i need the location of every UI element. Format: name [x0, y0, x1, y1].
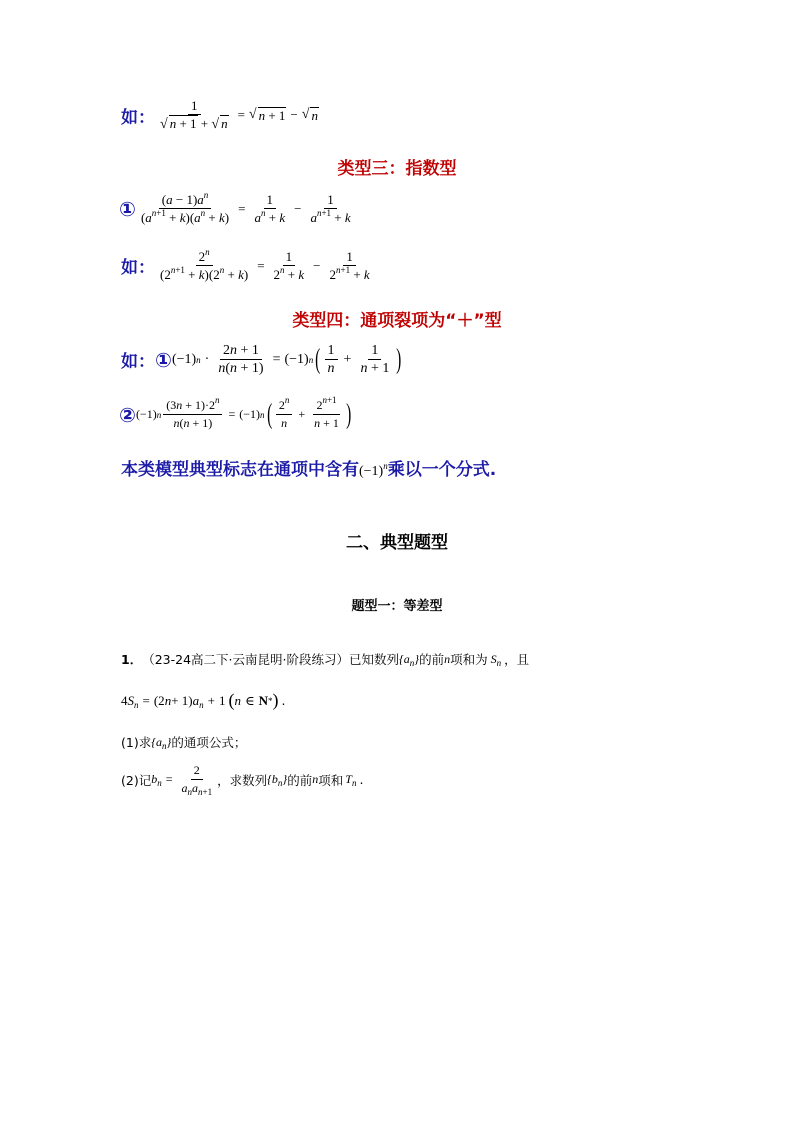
example-label: 如： — [121, 107, 155, 128]
problem-source: （23-24高二下·云南昆明·阶段练习）已知数列 — [142, 652, 399, 667]
example-pow2-line — [121, 249, 375, 282]
conclusion-pre: 本类模型典型标志在通项中含有 — [121, 460, 359, 480]
type4-formula1-line — [121, 343, 404, 376]
problem-number: 1． — [121, 652, 143, 667]
sequence-an: $\{a_n\}$ — [398, 651, 420, 668]
circle-one-label: ① — [155, 347, 172, 372]
formula-exponential: $\frac{(a - 1)a^n}{(a^{n+1} + k)(a^n + k)}$ = $\frac{1}{a^n + k}$ − $\frac{1}{a^{n+1} + k}$ — [140, 190, 351, 225]
formula-alternating-2: (−1) n $\frac{(3n + 1)\cdot 2^n}{n(n + 1)}$ = (−1) n ( $\frac{2^n}{n}$ + $\frac{2^{n+1}}{n + 1}$ ) — [135, 395, 352, 430]
circle-one-label: ① — [119, 196, 136, 221]
conclusion-post: 乘以一个分式. — [387, 460, 497, 480]
type4-formula2-line — [119, 395, 353, 431]
example-label: 如： — [121, 258, 155, 278]
section2-title: 二、典型题型 — [346, 533, 448, 553]
type3-heading: 类型三：指数型 — [337, 159, 457, 179]
problem-1-statement: 1． （23-24高二下·云南昆明·阶段练习）已知数列 $\{a_n\}$ 的前 n 项和为 $S_n$ ，且 — [121, 651, 530, 668]
conclusion-text — [121, 455, 496, 480]
problem-1-part-2: (2)记 $b_n$ = $\frac{2}{a_na_{n+1}}$ ，求数列 $\{b_n\}$ 的前 n 项和 $T_n$ . — [121, 763, 364, 797]
formula-sqrt: $\frac{1}{√ n + 1 + √ n}$ = √ n + 1 − √ n — [160, 98, 318, 132]
problem-1-part-1: (1)求 $\{a_n\}$ 的通项公式； — [121, 734, 247, 751]
section2-subtitle: 题型一：等差型 — [351, 599, 443, 614]
circle-two-label: ② — [119, 402, 136, 427]
type4-heading: 类型四：通项裂项为“＋”型 — [292, 311, 502, 331]
conclusion-math: $(-1)^n$ — [359, 461, 388, 479]
problem-1-equation: 4 $S_n$ = (2 n + 1) $a_n$ + 1 ( n ∈ N * ) . — [121, 690, 286, 710]
formula-alternating-1: (−1) n · $\frac{2n + 1}{n(n + 1)}$ = (−1) n ( $\frac{1}{n}$ + $\frac{1}{n + 1}$ ) — [171, 343, 402, 376]
example-label: 如： — [121, 352, 155, 372]
example-sqrt-line — [121, 98, 319, 132]
type3-formula-line — [119, 192, 356, 225]
formula-pow2: $\frac{2^n}{(2^{n+1} + k)(2^n + k)}$ = $\frac{1}{2^n + k}$ − $\frac{1}{2^{n+1} + k}$ — [160, 247, 370, 282]
